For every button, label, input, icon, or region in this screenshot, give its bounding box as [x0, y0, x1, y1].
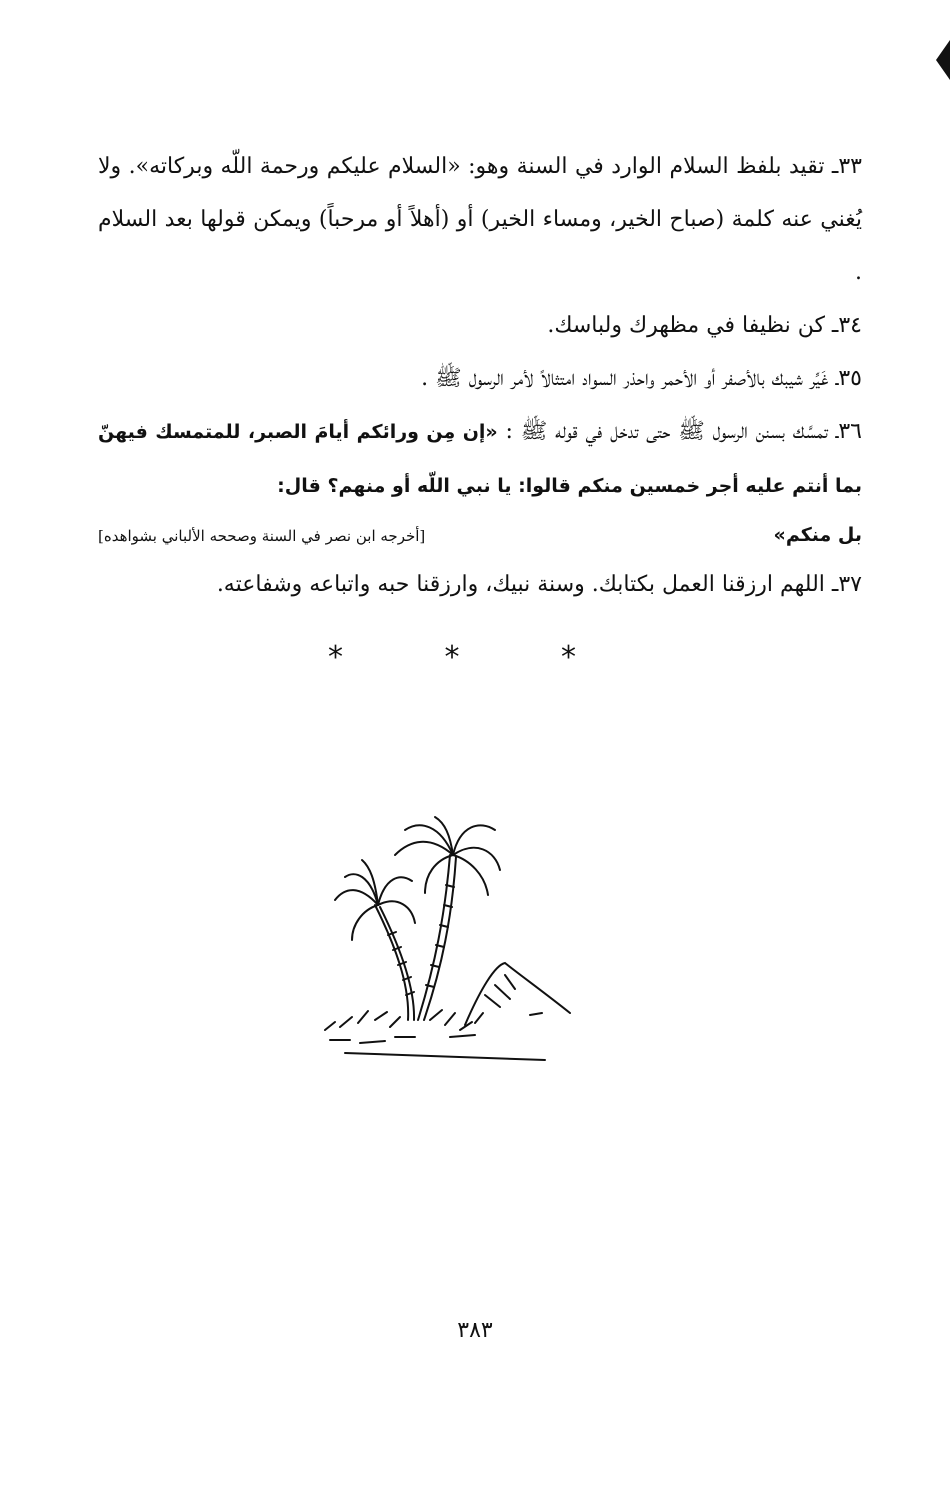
item-33: ٣٣ـ تقيد بلفظ السلام الوارد في السنة وهو: «السلام عليكم ورحمة اللّه وبركاته». ولا يُغني عنه كلمة (صباح الخير، ومساء الخير) أو (أهلاً أو مرحباً) ويمكن قولها بعد السلام .	[98, 154, 862, 285]
hadith-quote: «إن مِن ورائكم أيامَ الصبر، للمتمسك فيهنّ بما أنتم عليه أجر خمسين منكم قالوا: يا نبي اللّه أو منهم؟ قال:	[98, 421, 862, 497]
hadith-source-line	[98, 513, 862, 558]
hadith-citation: [أخرجه ابن نصر في السنة وصححه الألباني بشواهده]	[98, 527, 426, 545]
item-36-text: ٣٦ـ تمسَّك بسنن الرسول ﷺ حتى تدخل في قوله ﷺ :	[505, 419, 862, 444]
item-37: ٣٧ـ اللهم ارزقنا العمل بكتابك. وسنة نبيك، وارزقنا حبه واتباعه وشفاعته.	[216, 572, 862, 597]
item-34: ٣٤ـ كن نظيفا في مظهرك ولباسك.	[547, 313, 862, 338]
item-35: ٣٥ـ غَيِّر شيبك بالأصفر أو الأحمر واحذر السواد امتثالاً لأمر الرسول ﷺ .	[421, 366, 862, 391]
item-36	[98, 405, 862, 513]
main-text	[98, 140, 862, 611]
hadith-quote-end: بل منكم»	[773, 524, 862, 546]
section-separator: * * *	[327, 640, 623, 675]
page-number: ٣٨٣	[457, 1318, 493, 1343]
palm-tree-illustration	[300, 815, 590, 1065]
page-corner-mark	[936, 40, 950, 80]
